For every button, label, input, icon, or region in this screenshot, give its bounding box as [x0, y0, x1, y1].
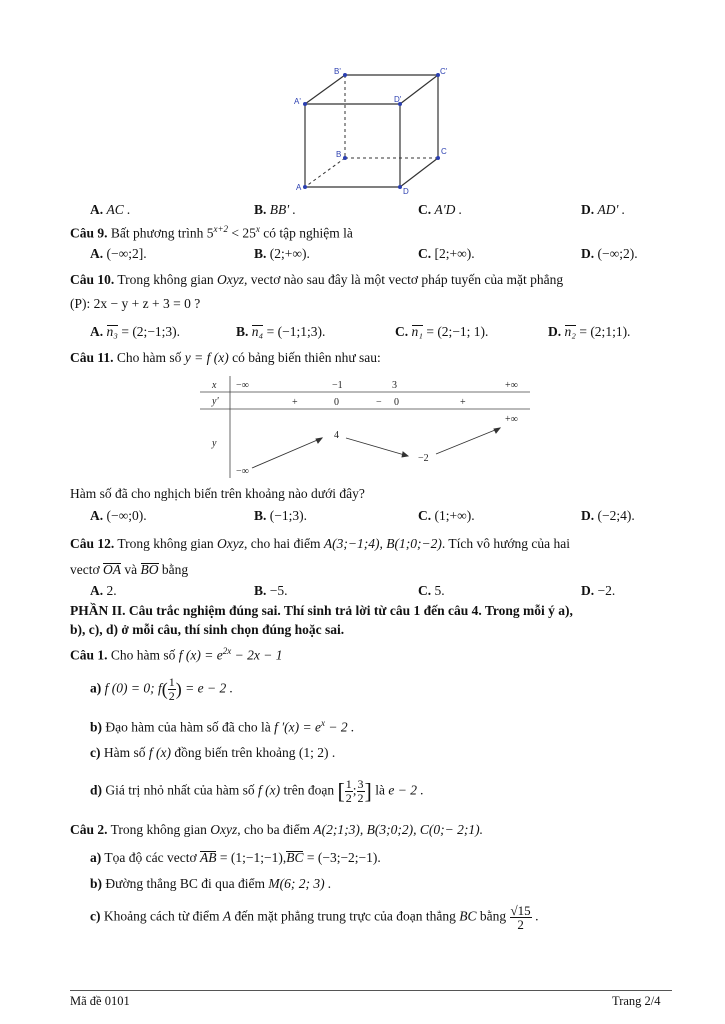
- q12-option-d[interactable]: D. −2.: [581, 583, 616, 598]
- q11-question: Hàm số đã cho nghịch biến trên khoảng nào dưới đây?: [70, 486, 365, 501]
- x-val-1: −1: [332, 380, 343, 391]
- part2-heading-line2: b), c), d) ở mỗi câu, thí sinh chọn đúng hoặc sai.: [70, 622, 345, 637]
- q11-option-a[interactable]: A. (−∞;0).: [90, 508, 147, 523]
- q10-option-a[interactable]: A. n₃ = (2;−1;3).: [90, 324, 181, 339]
- variation-table: [200, 376, 530, 478]
- yp-val-2: −: [376, 397, 382, 408]
- x-val-2: 3: [392, 380, 397, 391]
- label-a-prime: A': [294, 97, 301, 106]
- q12-option-a[interactable]: A. 2.: [90, 583, 117, 598]
- q8-option-a[interactable]: A. AC .: [90, 202, 131, 217]
- y-val-minus-inf: −∞: [236, 466, 249, 477]
- q11-option-b[interactable]: B. (−1;3).: [254, 508, 307, 523]
- row-label-yp: y': [212, 396, 219, 407]
- label-d-prime: D': [394, 95, 402, 104]
- q10-stem: Câu 10. Trong không gian Oxyz, vectơ nào sau đây là một vectơ pháp tuyến của mặt phẳng: [70, 272, 564, 287]
- q12-option-c[interactable]: C. 5.: [418, 583, 445, 598]
- p2q2-statement-b[interactable]: b) Đường thẳng BC đi qua điểm M(6; 2; 3) .: [90, 876, 332, 891]
- row-label-y: y: [212, 438, 217, 449]
- q10-option-d[interactable]: D. n₂ = (2;1;1).: [548, 324, 631, 339]
- q8-option-c[interactable]: C. A'D .: [418, 202, 463, 217]
- row-label-x: x: [212, 380, 217, 391]
- q12-stem-line2: vectơ OA và BO bằng: [70, 562, 189, 577]
- q10-option-c[interactable]: C. n₁ = (2;−1; 1).: [395, 324, 489, 339]
- label-b-prime: B': [334, 67, 341, 76]
- p2q2-statement-a[interactable]: a) Tọa độ các vectơ AB = (1;−1;−1),BC = (−3;−2;−1).: [90, 850, 381, 865]
- q11-option-c[interactable]: C. (1;+∞).: [418, 508, 475, 523]
- x-val-3: +∞: [505, 380, 518, 391]
- q11-option-d[interactable]: D. (−2;4).: [581, 508, 635, 523]
- yp-val-4: +: [460, 397, 466, 408]
- p2q2-statement-c[interactable]: c) Khoảng cách từ điểm A đến mặt phẳng trung trực của đoạn thẳng BC bằng $\frac{√15}{2}$ .: [90, 903, 539, 932]
- yp-val-1: 0: [334, 397, 339, 408]
- label-a: A: [296, 183, 302, 192]
- yp-val-3: 0: [394, 397, 399, 408]
- label-d: D: [403, 187, 409, 196]
- label-c: C: [441, 147, 447, 156]
- p2q1-stem: Câu 1. Cho hàm số f $(x) = e^{2x} - 2x - 1$: [70, 646, 283, 663]
- q9-option-c[interactable]: C. [2;+∞).: [418, 246, 475, 261]
- yp-val-0: +: [292, 397, 298, 408]
- p2q1-statement-d[interactable]: d) Giá trị nhỏ nhất của hàm số f (x) trên đoạn [ $\frac{1}{2}$ ; $\frac{3}{2}$ ] là e − 2 .: [90, 777, 424, 805]
- p2q2-stem: Câu 2. Trong không gian Oxyz, cho ba điểm A(2;1;3), B(3;0;2), C(0;− 2;1).: [70, 822, 483, 837]
- q12-option-b[interactable]: B. −5.: [254, 583, 288, 598]
- q10-plane: (P): 2x − y + z + 3 = 0 ?: [70, 296, 201, 311]
- exam-code: Mã đề 0101: [70, 994, 130, 1008]
- part2-heading-line1: PHẦN II. Câu trắc nghiệm đúng sai. Thí sinh trả lời từ câu 1 đến câu 4. Trong mỗi ý a),: [70, 603, 573, 618]
- q9-option-a[interactable]: A. (−∞;2].: [90, 246, 147, 261]
- cube-figure: [290, 62, 460, 197]
- p2q1-statement-b[interactable]: b) Đạo hàm của hàm số đã cho là f $'(x) = e^x - 2$ .: [90, 718, 355, 735]
- q12-stem: Câu 12. Trong không gian Oxyz, cho hai điểm A(3;−1;4), B(1;0;−2). Tích vô hướng của hai: [70, 536, 571, 551]
- x-val-0: −∞: [236, 380, 249, 391]
- y-val-max: 4: [334, 430, 339, 441]
- q10-option-b[interactable]: B. n₄ = (−1;1;3).: [236, 324, 326, 339]
- q9-stem: Câu 9. Bất phương trình $5^{x+2} < 25^x$ có tập nghiệm là: [70, 224, 353, 241]
- q8-option-b[interactable]: B. BB' .: [254, 202, 296, 217]
- q8-option-d[interactable]: D. AD' .: [581, 202, 626, 217]
- label-b: B: [336, 150, 342, 159]
- q9-option-d[interactable]: D. (−∞;2).: [581, 246, 638, 261]
- q11-stem: Câu 11. Cho hàm số y = f (x) có bảng biến thiên như sau:: [70, 350, 381, 365]
- label-c-prime: C': [440, 67, 448, 76]
- p2q1-statement-a[interactable]: a) f (0) = 0; f( $\frac{1}{2}$ ) = e − 2 .: [90, 675, 233, 703]
- page-number: Trang 2/4: [612, 994, 661, 1008]
- y-val-min: −2: [418, 453, 429, 464]
- footer-divider: [70, 990, 672, 991]
- p2q1-statement-c[interactable]: c) Hàm số f (x) đồng biến trên khoảng (1; 2) .: [90, 745, 336, 760]
- y-val-plus-inf: +∞: [505, 414, 518, 425]
- q9-option-b[interactable]: B. (2;+∞).: [254, 246, 310, 261]
